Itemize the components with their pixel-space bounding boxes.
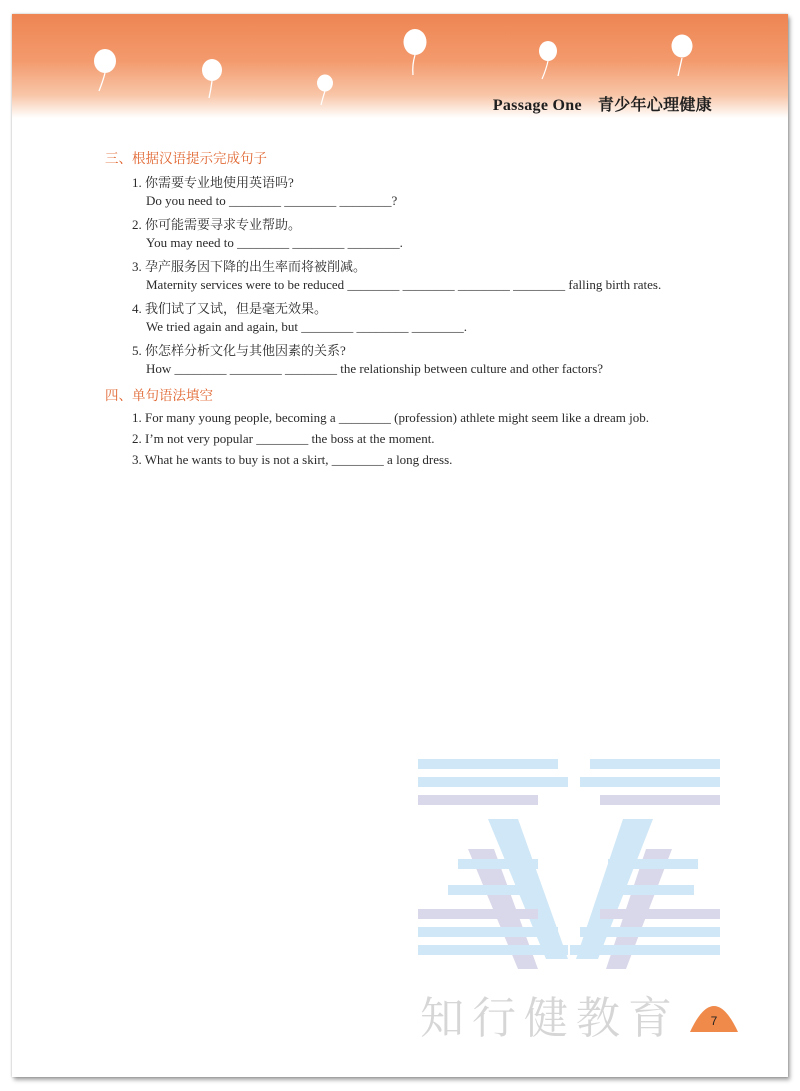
header-title: [493, 92, 712, 115]
section-4-item-3: 3. What he wants to buy is not a skirt, ________ a long dress.: [132, 452, 453, 467]
section-3-item-4-en: We tried again and again, but ________ ________ ________.: [146, 319, 468, 334]
section-3-item-1-cn: 1. 你需要专业地使用英语吗?: [132, 175, 294, 190]
topic-label: 青少年心理健康: [597, 97, 712, 114]
watermark-text: 知行健教育: [420, 993, 680, 1044]
page-number: 7: [710, 1014, 718, 1028]
section-3-item-1-en: Do you need to ________ ________ ________?: [146, 193, 398, 208]
section-3-item-5-cn: 5. 你怎样分析文化与其他因素的关系?: [132, 343, 346, 358]
section-3-item-2-en: You may need to ________ ________ ________.: [146, 235, 403, 250]
section-3-item-2-cn: 2. 你可能需要寻求专业帮助。: [132, 217, 302, 232]
section-4-item-2: 2. I’m not very popular ________ the boss at the moment.: [132, 431, 435, 446]
section-4-title: 四、单句语法填空: [105, 388, 213, 403]
balloon-icon: [536, 40, 560, 82]
balloon-icon: [668, 34, 696, 78]
section-3-item-5-en: How ________ ________ ________ the relationship between culture and other factors?: [146, 361, 604, 376]
section-4-item-1: 1. For many young people, becoming a ________ (profession) athlete might seem like a dream job.: [132, 410, 649, 425]
section-3-item-4-cn: 4. 我们试了又试，但是毫无效果。: [132, 301, 328, 316]
balloon-icon: [400, 28, 430, 78]
balloon-icon: [198, 58, 226, 100]
section-3-item-3-en: Maternity services were to be reduced ________ ________ ________ ________ falling birth rates.: [146, 277, 662, 292]
section-3-item-3-cn: 3. 孕产服务因下降的出生率而将被削减。: [132, 259, 367, 274]
balloon-icon: [90, 48, 120, 94]
passage-label: Passage One: [492, 97, 582, 114]
section-3-title: 三、根据汉语提示完成句子: [105, 151, 267, 166]
header-band: [12, 14, 788, 118]
page: [12, 14, 788, 1077]
balloon-icon: [314, 74, 336, 108]
